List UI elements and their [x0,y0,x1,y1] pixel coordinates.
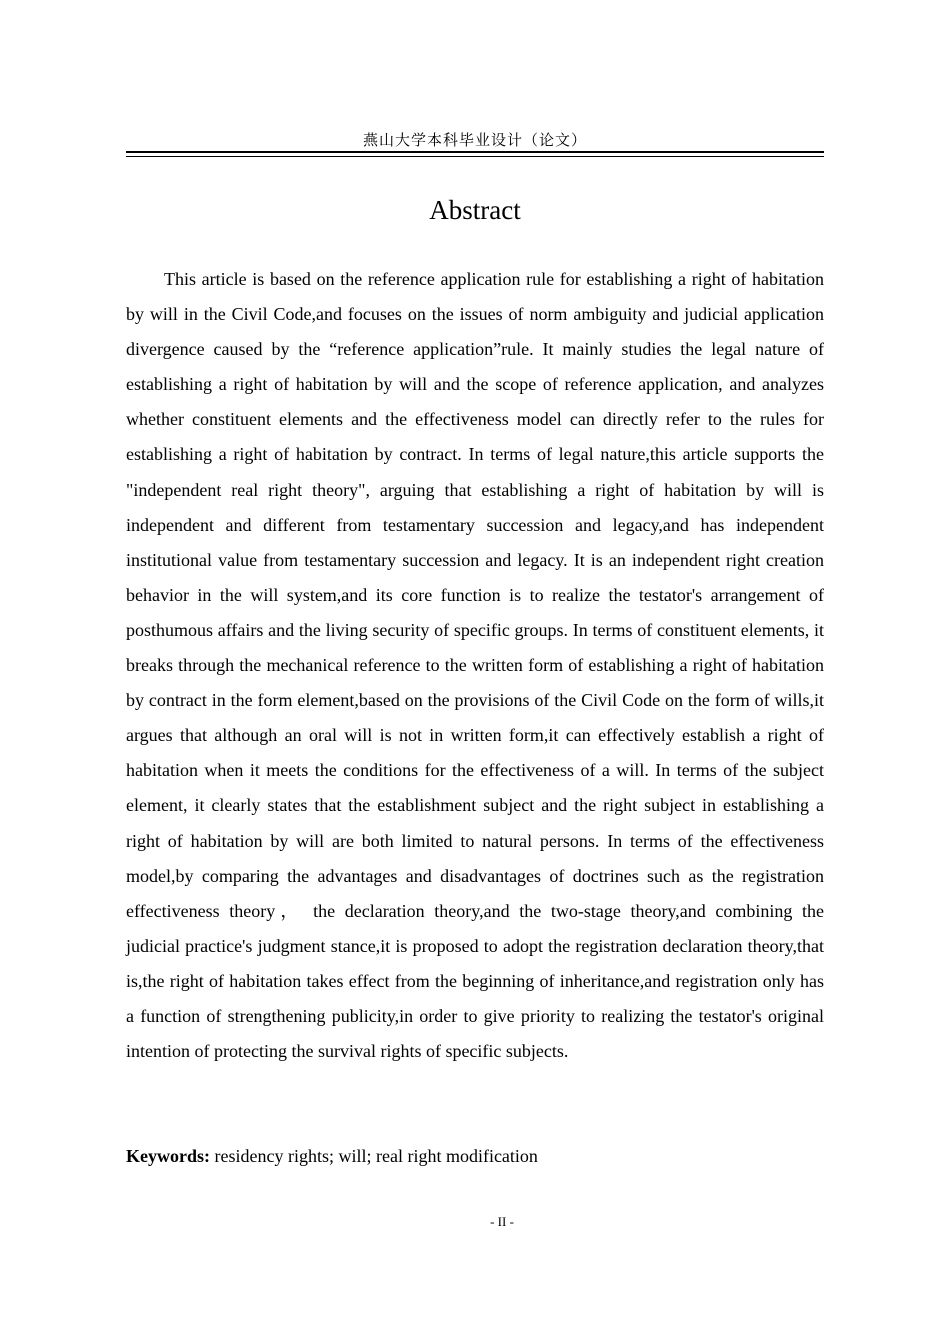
keywords-text: residency rights; will; real right modification [210,1146,538,1166]
abstract-heading: Abstract [429,195,521,225]
header-rule-thick [126,151,824,153]
abstract-body: This article is based on the reference application rule for establishing a right of habitation by will in the Civil Code,and focuses on the issues of norm ambiguity and judicial application divergence caused by the “reference application”rule. It mainly studies the legal nature of establishing a right of habitation by will and the scope of reference application, and analyzes whether constituent elements and the effectiveness model can directly refer to the rules for establishing a right of habitation by contract. In terms of legal nature,this article supports the "independent real right theory", arguing that establishing a right of habitation by will is independent and different from testamentary succession and legacy,and has independent institutional value from testamentary succession and legacy. It is an independent right creation behavior in the will system,and its core function is to realize the testator's arrangement of posthumous affairs and the living security of specific groups. In terms of constituent elements, it breaks through the mechanical reference to the written form of establishing a right of habitation by contract in the form element,based on the provisions of the Civil Code on the form of wills,it argues that although an oral will is not in written form,it can effectively establish a right of habitation when it meets the conditions for the effectiveness of a will. In terms of the subject element, it clearly states that the establishment subject and the right subject in establishing a right of habitation by will are both limited to natural persons. In terms of the effectiveness model,by comparing the advantages and disadvantages of doctrines such as the registration effectiveness theory， the declaration theory,and the two-stage theory,and combining the judicial practice's judgment stance,it is proposed to adopt the registration declaration theory,that is,the right of habitation takes effect from the beginning of inheritance,and registration only has a function of strengthening publicity,in order to give priority to realizing the testator's original intention of protecting the survival rights of specific subjects. [126,269,824,1062]
header-rule-thin [126,156,824,157]
keywords-line [126,1139,824,1174]
page-header: 燕山大学本科毕业设计（论文） [362,131,587,149]
page-number: - II - [490,1214,514,1229]
keywords-label: Keywords: [126,1146,210,1166]
